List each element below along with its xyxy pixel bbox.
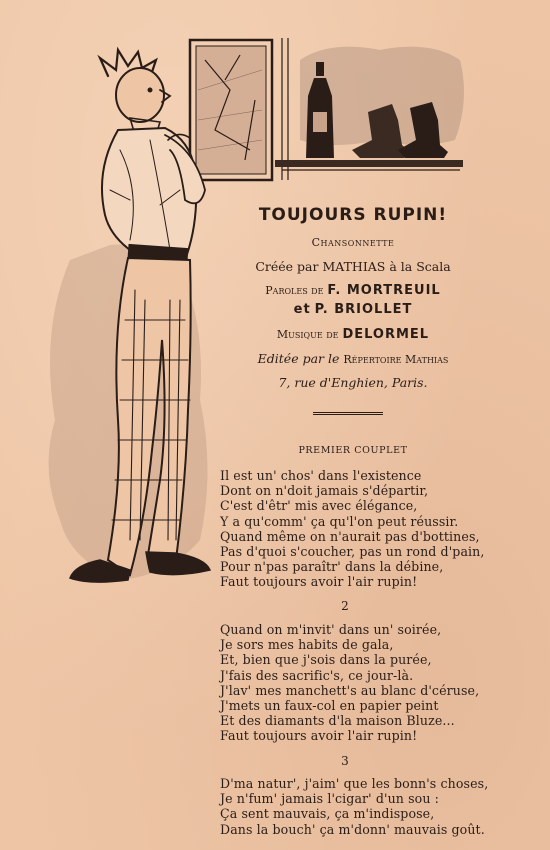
verse-line: J'mets un faux-col en papier peint [220, 698, 439, 714]
publisher-prefix: Editée par le [257, 351, 340, 366]
verse-line: Pour n'pas paraîtr' dans la débine, [220, 559, 444, 575]
publisher-address: 7, rue d'Enghien, Paris. [278, 375, 428, 390]
created-prefix: Créée par [255, 259, 319, 274]
verse-line: Faut toujours avoir l'air rupin! [220, 574, 418, 590]
verse-line: Y a qu'comm' ça qu'l'on peut réussir. [220, 513, 459, 529]
shelf [275, 160, 463, 170]
verse-line: Et des diamants d'la maison Bluze... [220, 713, 455, 729]
verse-line: Et, bien que j'sois dans la purée, [220, 652, 432, 668]
composer-line [200, 326, 506, 342]
verse-line: J'fais des sacrific's, ce jour-là. [220, 667, 414, 683]
song-genre: Chansonnette [311, 236, 395, 249]
publisher-line [200, 351, 506, 366]
lyricist-line [200, 282, 506, 298]
verse-line: Pas d'quoi s'coucher, pas un rond d'pain, [220, 544, 485, 560]
verse-1 [220, 468, 520, 590]
verse-3 [220, 776, 520, 837]
first-verse-title: PREMIER COUPLET [298, 445, 408, 456]
music-prefix: Musique de [276, 328, 339, 341]
mirror [190, 40, 272, 180]
divider-rule [313, 412, 383, 415]
verse-line: C'est d'êtr' mis avec élégance, [220, 498, 418, 514]
lyricist-line-2 [200, 301, 506, 317]
verse-3-number: 3 [341, 754, 349, 768]
lyricist-joiner: et [293, 302, 311, 317]
verse-line: Ça sent mauvais, ça m'indispose, [220, 806, 435, 822]
lyricist-1: F. MORTREUIL [327, 283, 441, 298]
lyricist-2: P. BRIOLLET [314, 302, 413, 317]
performer-name: MATHIAS [322, 259, 386, 274]
verse-line: Quand on m'invit' dans un' soirée, [220, 622, 442, 637]
created-by-line [200, 259, 506, 274]
composer-name: DELORMEL [342, 327, 430, 342]
song-title: TOUJOURS RUPIN! [258, 205, 448, 225]
verse-line: Dans la bouch' ça m'donn' mauvais goût. [220, 821, 485, 837]
verse-2 [220, 622, 520, 744]
verse-line: J'lav' mes manchett's au blanc d'céruse, [220, 682, 480, 698]
publisher-name: Répertoire Mathias [343, 353, 449, 366]
verse-2-number: 2 [341, 599, 349, 613]
verse-line: Quand même on n'aurait pas d'bottines, [220, 528, 480, 544]
created-suffix: à la Scala [389, 259, 451, 274]
verse-line: Il est un' chos' dans l'existence [220, 468, 422, 483]
verse-line: Faut toujours avoir l'air rupin! [220, 728, 418, 744]
lyrics-prefix: Paroles de [265, 284, 324, 297]
verse-line: Je n'fum' jamais l'cigar' d'un sou : [220, 791, 439, 807]
verse-line: D'ma natur', j'aim' que les bonn's choses, [220, 776, 489, 791]
verse-line: Dont on n'doit jamais s'départir, [220, 483, 429, 499]
verse-line: Je sors mes habits de gala, [220, 637, 394, 653]
